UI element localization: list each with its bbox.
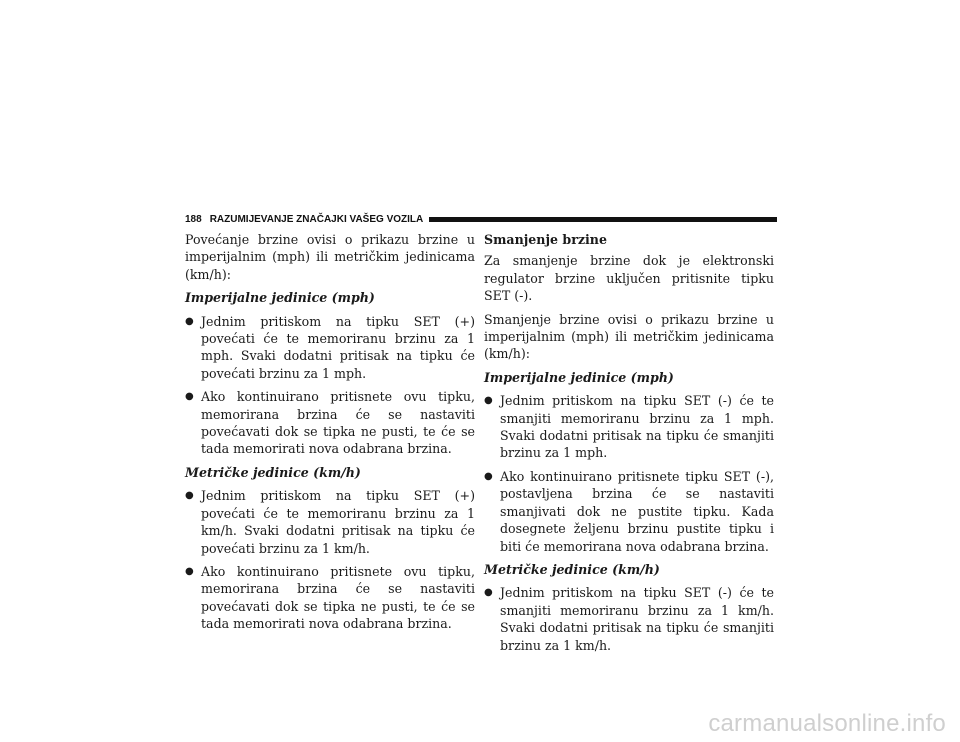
watermark: carmanualsonline.info [708, 710, 946, 737]
imperial-bullet-list [484, 392, 774, 555]
bullet-icon: ● [484, 470, 493, 482]
list-item-text: Ako kontinuirano pritisnete ovu tipku, memorirana brzina će se nastaviti povećavati dok se tipka ne pusti, te će se tada memorirati nova odabrana brzina. [201, 389, 475, 457]
speed-decrease-heading: Smanjenje brzine [484, 232, 607, 247]
decrease-paragraph-1: Za smanjenje brzine dok je elektronski regulator brzine uključen pritisnite tipku SET (-). [484, 253, 774, 304]
list-item [185, 388, 475, 458]
list-item-text: Ako kontinuirano pritisnete tipku SET (-), postavljena brzina će se nastaviti smanjivati dok ne pustite tipku. Kada dosegnete željenu brzinu pustite tipku i biti će memorirana nova odabrana brzina. [500, 468, 774, 554]
metric-units-heading: Metričke jedinice (km/h) [484, 561, 660, 577]
list-item [484, 584, 774, 654]
bullet-icon: ● [185, 315, 194, 327]
list-item [185, 563, 475, 633]
bullet-icon: ● [484, 395, 493, 407]
page-header [185, 212, 777, 226]
list-item-text: Ako kontinuirano pritisnete ovu tipku, memorirana brzina će se nastaviti povećavati dok se tipka ne pusti, te će se tada memorirati nova odabrana brzina. [201, 563, 475, 632]
metric-bullet-list [484, 584, 774, 654]
list-item-text: Jednim pritiskom na tipku SET (+) povećati će te memoriranu brzinu za 1 km/h. Svaki dodatni pritisak na tipku će povećati brzinu za 1 km/h. [201, 488, 475, 556]
right-column [484, 231, 774, 660]
left-column [185, 231, 475, 639]
list-item [185, 313, 475, 383]
list-item [185, 487, 475, 557]
bullet-icon: ● [185, 391, 194, 403]
header-rule [429, 217, 777, 222]
list-item-text: Jednim pritiskom na tipku SET (+) povećati će te memoriranu brzinu za 1 mph. Svaki dodatni pritisak na tipku će povećati brzinu za 1 mph. [201, 313, 475, 381]
list-item-text: Jednim pritiskom na tipku SET (-) će te smanjiti memoriranu brzinu za 1 mph. Svaki dodatni pritisak na tipku će smanjiti brzinu za 1 mph. [500, 393, 774, 461]
list-item [484, 392, 774, 462]
metric-bullet-list [185, 487, 475, 632]
imperial-units-heading: Imperijalne jedinice (mph) [484, 369, 674, 385]
section-title: RAZUMIJEVANJE ZNAČAJKI VAŠEG VOZILA [209, 213, 424, 225]
decrease-paragraph-2: Smanjenje brzine ovisi o prikazu brzine u imperijalnim (mph) ili metričkim jedinicama (km/h): [484, 311, 774, 362]
page-number: 188 [185, 213, 202, 225]
list-item [484, 468, 774, 555]
list-item-text: Jednim pritiskom na tipku SET (-) će te smanjiti memoriranu brzinu za 1 km/h. Svaki dodatni pritisak na tipku će smanjiti brzinu za 1 km/h. [500, 585, 774, 653]
bullet-icon: ● [484, 587, 493, 599]
bullet-icon: ● [185, 565, 194, 577]
bullet-icon: ● [185, 490, 194, 502]
imperial-units-heading: Imperijalne jedinice (mph) [185, 290, 375, 306]
imperial-bullet-list [185, 313, 475, 458]
intro-paragraph: Povećanje brzine ovisi o prikazu brzine u imperijalnim (mph) ili metričkim jedinicama (km/h): [185, 232, 475, 282]
metric-units-heading: Metričke jedinice (km/h) [185, 464, 361, 480]
